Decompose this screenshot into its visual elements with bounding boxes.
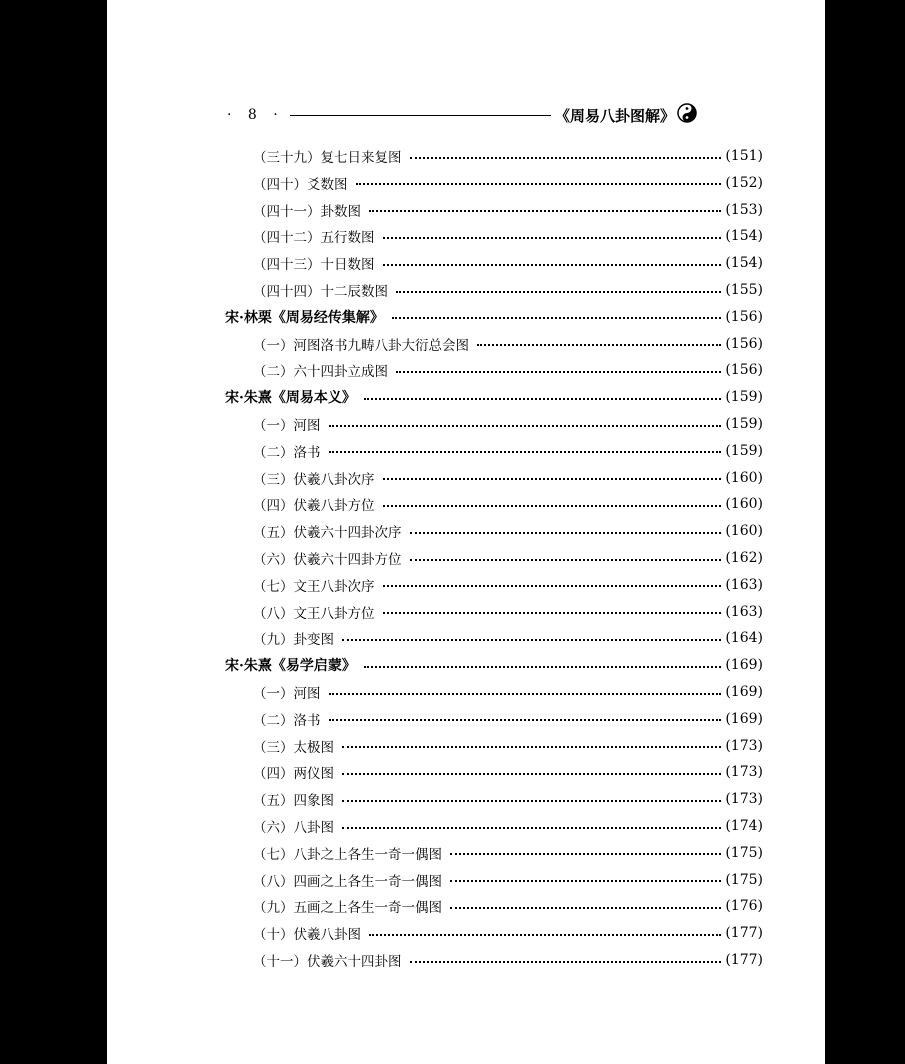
toc-page-number: (160) (725, 523, 763, 540)
toc-entry[interactable] (253, 706, 763, 732)
toc-entry-label: 宋·朱熹《周易本义》 (225, 390, 356, 407)
toc-entry-label: （四十一）卦数图 (253, 203, 361, 220)
toc-entry-label: （九）五画之上各生一奇一偶图 (253, 900, 442, 917)
toc-entry[interactable] (253, 679, 763, 705)
toc-entry-label: （四）伏羲八卦方位 (253, 498, 375, 515)
toc-page-number: (154) (725, 228, 763, 245)
toc-entry[interactable] (253, 920, 763, 946)
toc-entry-label: （二）六十四卦立成图 (253, 364, 388, 381)
dot-leader (450, 880, 721, 882)
dot-leader (410, 157, 722, 159)
dot-leader (356, 183, 722, 185)
dot-leader (450, 907, 721, 909)
toc-entry-label: （二）洛书 (253, 712, 321, 729)
toc-page-number: (169) (725, 657, 763, 674)
toc-entry[interactable] (253, 733, 763, 759)
toc-entry-label: （一）河图 (253, 418, 321, 434)
toc-page-number: (173) (725, 737, 763, 754)
toc-entry-label: （四十三）十日数图 (253, 257, 375, 274)
toc-section-entry[interactable] (225, 304, 763, 330)
toc-entry-label: （四）两仪图 (253, 766, 334, 783)
toc-page-number: (160) (725, 496, 763, 513)
dot-leader (329, 451, 722, 453)
toc-entry[interactable] (253, 143, 763, 169)
toc-page-number: (152) (725, 174, 763, 191)
dot-leader (329, 693, 722, 695)
toc-entry-label: （六）伏羲六十四卦方位 (253, 552, 402, 568)
dot-leader (342, 773, 721, 775)
toc-page-number: (159) (725, 389, 763, 406)
dot-leader (369, 934, 721, 936)
dot-leader (329, 425, 722, 427)
toc-section-entry[interactable] (225, 384, 763, 410)
toc-entry[interactable] (253, 357, 763, 383)
toc-entry[interactable] (253, 625, 763, 651)
dot-leader (342, 827, 721, 829)
toc-entry-label: （三）太极图 (253, 739, 334, 756)
toc-entry[interactable] (253, 518, 763, 544)
toc-page-number: (154) (725, 255, 763, 272)
toc-page-number: (174) (725, 818, 763, 834)
toc-entry[interactable] (253, 545, 763, 571)
toc-entry-label: （九）卦变图 (253, 632, 334, 649)
book-title: 《周易八卦图解》 (554, 106, 675, 125)
toc-page-number: (162) (725, 550, 763, 566)
toc-page-number: (160) (725, 469, 763, 486)
dot-leader (364, 666, 721, 668)
dot-leader (383, 505, 722, 507)
dot-leader (477, 344, 721, 346)
toc-entry-label: （四十）爻数图 (253, 176, 348, 193)
toc-page-number: (176) (725, 898, 763, 915)
toc-entry[interactable] (253, 411, 763, 437)
toc-entry[interactable] (253, 572, 763, 598)
toc-page-number: (156) (725, 362, 763, 379)
toc-page-number: (164) (725, 630, 763, 647)
dot-leader (383, 264, 722, 266)
dot-leader (342, 800, 721, 802)
toc-entry[interactable] (253, 840, 763, 866)
dot-leader (383, 585, 722, 587)
dot-leader (383, 237, 722, 239)
running-header (227, 103, 697, 127)
toc-entry-label: （四十四）十二辰数图 (253, 284, 388, 300)
page-number: · 8 · (227, 107, 284, 123)
toc-page-number: (173) (725, 764, 763, 781)
toc-entry[interactable] (253, 786, 763, 812)
toc-page-number: (163) (725, 576, 763, 593)
toc-page-number: (153) (725, 201, 763, 218)
toc-entry[interactable] (253, 759, 763, 785)
toc-entry[interactable] (253, 893, 763, 919)
toc-entry[interactable] (253, 813, 763, 839)
toc-entry[interactable] (253, 947, 763, 973)
toc-page-number: (156) (725, 308, 763, 325)
toc-entry-label: （三十九）复七日来复图 (253, 150, 402, 166)
toc-page-number: (159) (725, 416, 763, 432)
toc-entry-label: （二）洛书 (253, 444, 321, 461)
dot-leader (329, 719, 722, 721)
dot-leader (396, 371, 721, 373)
dot-leader (342, 746, 721, 748)
toc-entry[interactable] (253, 465, 763, 491)
toc-entry-label: （六）八卦图 (253, 820, 334, 836)
toc-entry-label: （四十二）五行数图 (253, 230, 375, 247)
toc-entry-label: （八）四画之上各生一奇一偶图 (253, 873, 442, 890)
dot-leader (342, 639, 721, 641)
dot-leader (383, 478, 722, 480)
toc-entry-label: 宋·林栗《周易经传集解》 (225, 309, 384, 326)
toc-page-number: (156) (725, 335, 763, 352)
toc-page-number: (169) (725, 710, 763, 727)
toc-page-number: (173) (725, 791, 763, 808)
toc-entry[interactable] (253, 170, 763, 196)
toc-entry-label: （十）伏羲八卦图 (253, 927, 361, 944)
toc-page-number: (151) (725, 148, 763, 164)
toc-entry[interactable] (253, 599, 763, 625)
dot-leader (396, 291, 721, 293)
dot-leader (364, 398, 721, 400)
header-rule (290, 115, 551, 116)
toc-page-number: (177) (725, 925, 763, 942)
toc-entry-label: （一）河图 (253, 686, 321, 702)
toc-entry[interactable] (253, 250, 763, 276)
dot-leader (392, 317, 721, 319)
toc-entry-label: （五）伏羲六十四卦次序 (253, 525, 402, 542)
dot-leader (383, 612, 722, 614)
dot-leader (410, 961, 722, 963)
toc-page-number: (155) (725, 282, 763, 298)
toc-entry-label: （七）八卦之上各生一奇一偶图 (253, 846, 442, 863)
toc-entry[interactable] (253, 867, 763, 893)
taiji-icon (677, 103, 697, 127)
toc-entry-label: （八）文王八卦方位 (253, 605, 375, 622)
toc-page-number: (175) (725, 844, 763, 861)
toc-section-entry[interactable] (225, 652, 763, 678)
toc-page-number: (177) (725, 952, 763, 968)
toc-entry[interactable] (253, 223, 763, 249)
toc-entry-label: （一）河图洛书九畴八卦大衍总会图 (253, 337, 469, 354)
toc-page-number: (159) (725, 442, 763, 459)
toc-entry-label: （十一）伏羲六十四卦图 (253, 954, 402, 970)
dot-leader (410, 532, 722, 534)
toc-page-number: (163) (725, 603, 763, 620)
dot-leader (369, 210, 721, 212)
book-page (107, 0, 825, 1064)
dot-leader (410, 559, 722, 561)
toc-entry[interactable] (253, 491, 763, 517)
toc-entry[interactable] (253, 438, 763, 464)
dot-leader (450, 853, 721, 855)
toc-page-number: (175) (725, 871, 763, 888)
toc-entry-label: （三）伏羲八卦次序 (253, 471, 375, 488)
toc-entry-label: （五）四象图 (253, 793, 334, 810)
toc-entry[interactable] (253, 277, 763, 303)
toc-entry-label: （七）文王八卦次序 (253, 578, 375, 595)
toc-entry[interactable] (253, 197, 763, 223)
toc-entry[interactable] (253, 331, 763, 357)
toc-page-number: (169) (725, 684, 763, 700)
toc-entry-label: 宋·朱熹《易学启蒙》 (225, 658, 356, 675)
